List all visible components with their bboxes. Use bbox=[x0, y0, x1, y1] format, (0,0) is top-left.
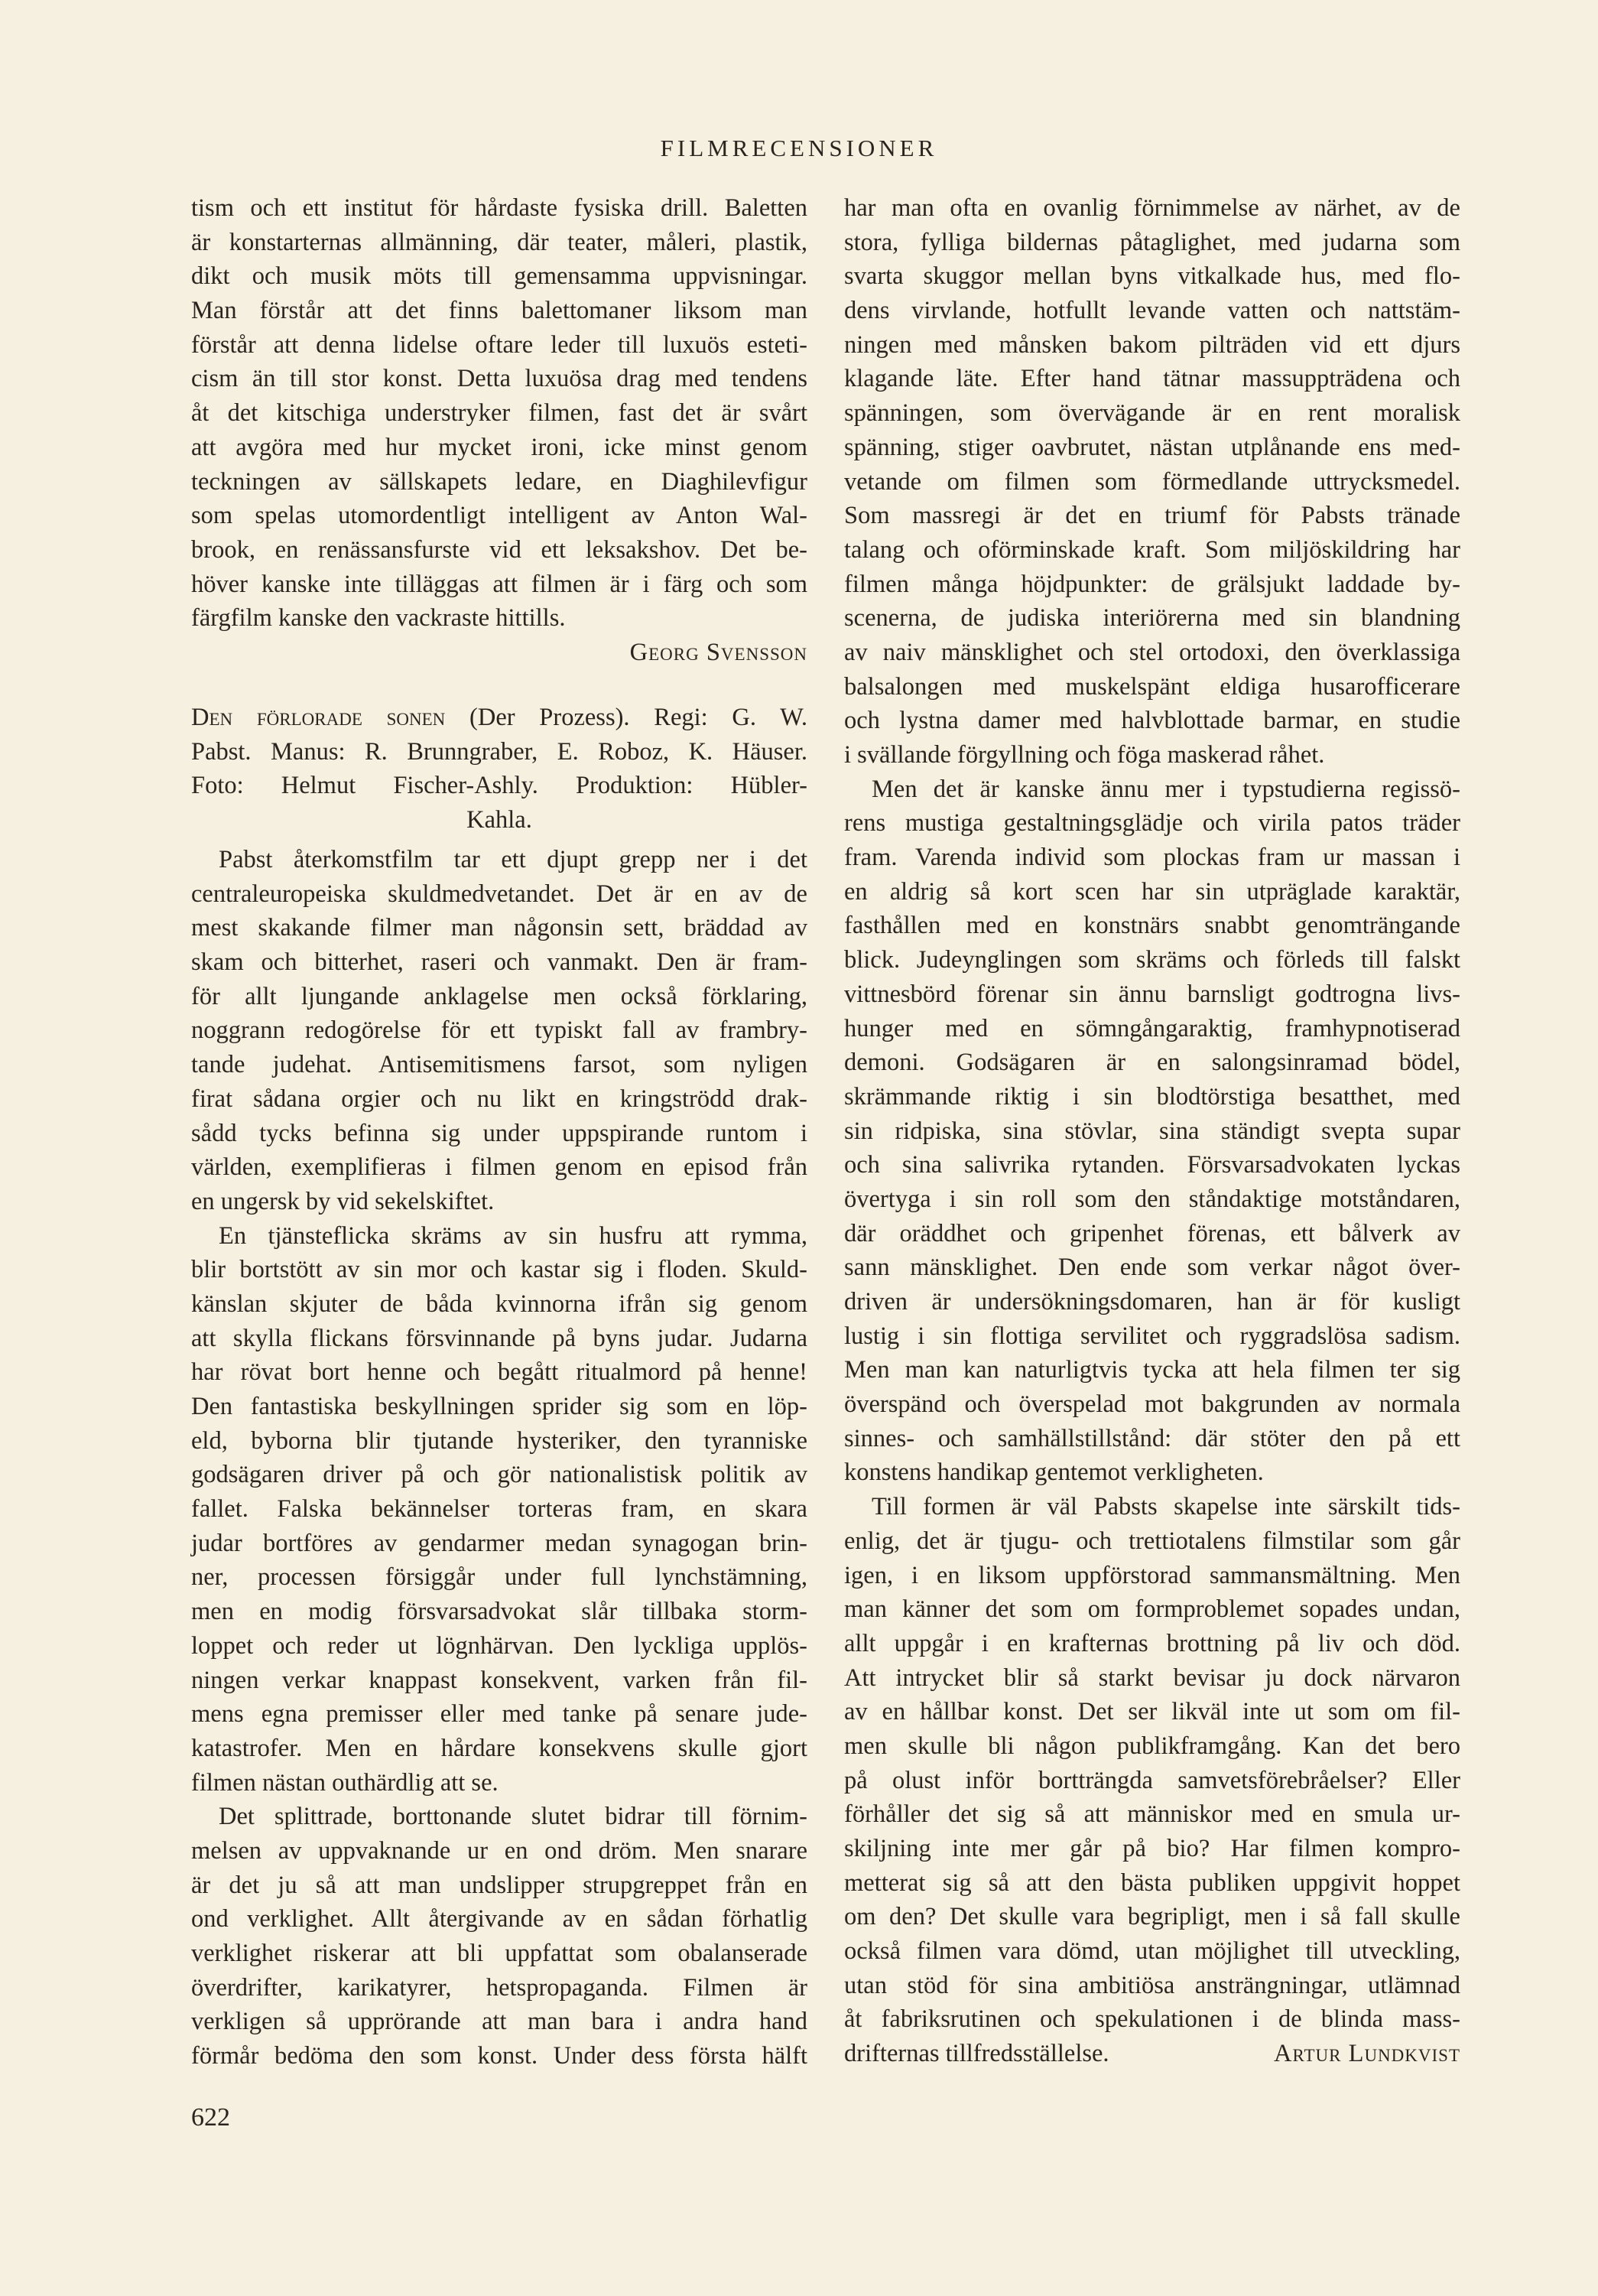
text-line: godsägaren driver på och gör nationalistisk politik av bbox=[191, 1461, 807, 1489]
text-line: Pabst återkomstfilm tar ett djupt grepp ner i det bbox=[219, 846, 807, 873]
text-line: driven är undersökningsdomaren, han är för kusligt bbox=[844, 1288, 1460, 1315]
text-line: sådd tycks befinna sig under uppspirande runtom i bbox=[191, 1119, 807, 1147]
text-line: men skulle bli någon publikframgång. Kan det bero bbox=[844, 1732, 1460, 1760]
text-line: talang och oförminskade kraft. Som miljöskildring har bbox=[844, 535, 1460, 564]
paragraph bbox=[191, 1219, 807, 1800]
text-line: blick. Judeynglingen som skräms och förleds till falskt bbox=[844, 946, 1460, 974]
text-line: världen, exemplifieras i filmen genom en episod från bbox=[191, 1153, 807, 1182]
text-line: Som massregi är det en triumf för Pabsts tränade bbox=[844, 502, 1460, 530]
text-line: mens egna premisser eller med tanke på senare jude- bbox=[191, 1700, 807, 1729]
review1-signature: Georg Svensson bbox=[629, 638, 807, 666]
film-title: Den förlorade sonen bbox=[191, 704, 446, 731]
text-line: ningen med månsken bakom pilträden vid ett djurs bbox=[844, 330, 1460, 359]
text-line: ner, processen försiggår under full lynchstämning, bbox=[191, 1563, 807, 1592]
text-line: svarta skuggor mellan byns vitkalkade hus, med flo- bbox=[844, 262, 1460, 291]
text-line: cism än till stor konst. Detta luxuösa drag med tendens bbox=[191, 365, 807, 393]
text-line: demoni. Godsägaren är en salongsinramad bödel, bbox=[844, 1049, 1460, 1077]
page-number: 622 bbox=[191, 2103, 230, 2132]
text-line: verkligen så upprörande att man bara i andra hand bbox=[191, 2008, 807, 2036]
text-line: vetande om filmen som förmedlande uttrycksmedel. bbox=[844, 467, 1460, 496]
text-line: utan stöd för sina ambitiösa ansträngningar, utlämnad bbox=[844, 1971, 1460, 1999]
credits-line: Pabst. Manus: R. Brunngraber, E. Roboz, K. Häuser. bbox=[191, 737, 807, 766]
text-line: att avgöra med hur mycket ironi, icke minst genom bbox=[191, 433, 807, 461]
text-line: fasthållen med en konstnärs snabbt genomträngande bbox=[844, 912, 1460, 940]
text-line: metterat sig så att den bästa publiken uppgivit hoppet bbox=[844, 1868, 1460, 1897]
text-line: är konstarternas allmänning, där teater, måleri, plastik, bbox=[191, 228, 807, 256]
text-line: fallet. Falska bekännelser torteras fram, en skara bbox=[191, 1495, 807, 1524]
text-line: förstår att denna lidelse oftare leder till luxuös esteti- bbox=[191, 330, 807, 359]
text-line: allt uppgår i en krafternas brottning på liv och död. bbox=[844, 1629, 1460, 1657]
text-line: centraleuropeiska skuldmedvetandet. Det är en av de bbox=[191, 880, 807, 908]
text-line: En tjänsteflicka skräms av sin husfru att rymma, bbox=[219, 1221, 807, 1250]
text-line: att skylla flickans försvinnande på byns judar. Judarna bbox=[191, 1324, 807, 1352]
text-line: en ungersk by vid sekelskiftet. bbox=[191, 1187, 495, 1215]
text-line: där oräddhet och gripenhet förenas, ett bålverk av bbox=[844, 1219, 1460, 1247]
text-line: färgfilm kanske den vackraste hittills. bbox=[191, 604, 566, 633]
paragraph bbox=[844, 1490, 1460, 2037]
text-line: blir bortstött av sin mor och kastar sig i floden. Skuld- bbox=[191, 1256, 807, 1284]
text-line: Det splittrade, borttonande slutet bidrar till förnim- bbox=[219, 1803, 807, 1831]
text-line: Men det är kanske ännu mer i typstudierna regissö- bbox=[872, 775, 1460, 803]
text-line: dens virvlande, hotfullt levande vatten och nattstäm- bbox=[844, 297, 1460, 325]
text-line: dikt och musik möts till gemensamma uppvisningar. bbox=[191, 262, 807, 291]
text-line: känslan skjuter de båda kvinnorna ifrån sig genom bbox=[191, 1289, 807, 1318]
text-line: sin ridpiska, sina stövlar, sina ständigt svepta supar bbox=[844, 1117, 1460, 1145]
text-line: stora, fylliga bildernas påtaglighet, med judarna som bbox=[844, 228, 1460, 256]
text-line: eld, byborna blir tjutande hysteriker, den tyranniske bbox=[191, 1426, 807, 1455]
text-line: firat sådana orgier och nu likt en kringströdd drak- bbox=[191, 1085, 807, 1113]
text-line: enlig, det är tjugu- och trettiotalens filmstilar som går bbox=[844, 1527, 1460, 1555]
text-line: för allt ljungande anklagelse men också förklaring, bbox=[191, 982, 807, 1010]
text-line: balsalongen med muskelspänt eldiga husarofficerare bbox=[844, 672, 1460, 701]
text-line: sinnes- och samhällstillstånd: där stöter den på ett bbox=[844, 1424, 1460, 1452]
text-line: Att intrycket blir så starkt bevisar ju dock närvaron bbox=[844, 1663, 1460, 1692]
text-line: lustig i sin flottiga servilitet och ryggradslösa sadism. bbox=[844, 1322, 1460, 1350]
text-line: övertyga i sin roll som den ståndaktige motståndaren, bbox=[844, 1185, 1460, 1213]
paragraph bbox=[844, 772, 1460, 1490]
text-line: Till formen är väl Pabsts skapelse inte särskilt tids- bbox=[872, 1493, 1460, 1521]
review2-right-column bbox=[844, 191, 1460, 2071]
text-line: överdrifter, karikatyrer, hetspropaganda. Filmen är bbox=[191, 1973, 807, 2002]
text-line: Den fantastiska beskyllningen sprider sig som en löp- bbox=[191, 1393, 807, 1420]
text-line: av en hållbar konst. Det ser likväl inte ut som om fil- bbox=[844, 1698, 1460, 1726]
text-line: konstens handikap gentemot verkligheten. bbox=[844, 1459, 1264, 1487]
text-line: verklighet riskerar att bli uppfattat som obalanserade bbox=[191, 1940, 807, 1967]
text-line: judar bortföres av gendarmer medan synagogan brin- bbox=[191, 1529, 807, 1557]
text-line: skam och bitterhet, raseri och vanmakt. Den är fram- bbox=[191, 948, 807, 977]
text-line: har man ofta en ovanlig förnimmelse av närhet, av de bbox=[844, 194, 1460, 222]
review2-credits bbox=[191, 701, 807, 837]
text-line: åt det kitschiga understryker filmen, fast det är svårt bbox=[191, 399, 807, 428]
text-line: tande judehat. Antisemitismens farsot, som nyligen bbox=[191, 1051, 807, 1079]
review2-signature: Artur Lundkvist bbox=[1274, 2040, 1460, 2068]
text-line: ningen verkar knappast konsekvent, varken från fil- bbox=[191, 1666, 807, 1694]
paragraph bbox=[844, 191, 1460, 772]
text-line: hunger med en sömngångaraktig, framhypnotiserad bbox=[844, 1014, 1460, 1042]
credits-line: Kahla. bbox=[466, 806, 532, 834]
text-line: fram. Varenda individ som plockas fram ur massan i bbox=[844, 844, 1460, 872]
text-line: har rövat bort henne och begått ritualmord på henne! bbox=[191, 1358, 807, 1387]
review1-text bbox=[191, 191, 807, 670]
text-line: förhåller det sig så att människor med en smula ur- bbox=[844, 1800, 1460, 1829]
text-line: om den? Det skulle vara begripligt, men i så fall skulle bbox=[844, 1903, 1460, 1931]
running-header: FILMRECENSIONER bbox=[660, 135, 938, 161]
text-line: är det ju så att man undslipper strupgreppet från en bbox=[191, 1871, 807, 1899]
text-line: på olust inför bortträngda samvetsförebråelser? Eller bbox=[844, 1766, 1460, 1794]
text-line: skrämmande riktig i sin blodtörstiga besatthet, med bbox=[844, 1082, 1460, 1111]
text-line: och sina salivrika rytanden. Försvarsadvokaten lyckas bbox=[844, 1151, 1460, 1179]
text-line: som spelas utomordentligt intelligent av Anton Wal- bbox=[191, 502, 807, 530]
text-line: åt fabriksrutinen och spekulationen i de blinda mass- bbox=[844, 2005, 1460, 2034]
text-line: en aldrig så kort scen har sin utpräglade karaktär, bbox=[844, 877, 1460, 906]
text-line: överspänd och överspelad mot bakgrunden av normala bbox=[844, 1390, 1460, 1419]
text-line: scenerna, de judiska interiörerna med sin blandning bbox=[844, 604, 1460, 633]
text-line: man känner det som om formproblemet sopades undan, bbox=[844, 1595, 1460, 1624]
text-line: av naiv mänsklighet och stel ortodoxi, den överklassiga bbox=[844, 638, 1460, 666]
text-line: ond verklighet. Allt återgivande av en sådan förhatlig bbox=[191, 1905, 807, 1933]
text-line: spänningen, som övervägande är en rent moralisk bbox=[844, 399, 1460, 428]
text-line: igen, i en liksom uppförstorad sammansmältning. Men bbox=[844, 1561, 1460, 1589]
credits-line: Den förlorade sonen (Der Prozess). Regi: G. W. bbox=[191, 704, 807, 731]
text-line: i svällande förgyllning och föga maskerad råhet. bbox=[844, 741, 1325, 769]
text-line: höver kanske inte tilläggas att filmen är i färg och som bbox=[191, 570, 807, 598]
paragraph bbox=[191, 1800, 807, 2073]
text-line: katastrofer. Men en hårdare konsekvens skulle gjort bbox=[191, 1734, 807, 1762]
paragraph bbox=[191, 843, 807, 1219]
text-line: mest skakande filmer man någonsin sett, bräddad av bbox=[191, 914, 807, 942]
text-line: men en modig försvarsadvokat slår tillbaka storm- bbox=[191, 1598, 807, 1626]
credits-line: Foto: Helmut Fischer-Ashly. Produktion: Hübler- bbox=[191, 772, 807, 800]
text-line: också filmen vara dömd, utan möjlighet till utveckling, bbox=[844, 1937, 1460, 1966]
text-line: spänning, stiger oavbrutet, nästan utplånande ens med- bbox=[844, 433, 1460, 461]
text-line: loppet och reder ut lögnhärvan. Den lyckliga upplös- bbox=[191, 1631, 807, 1660]
text-line: sann mänsklighet. Den ende som verkar något över- bbox=[844, 1254, 1460, 1282]
text-line: förmår bedöma den som konst. Under dess första hälft bbox=[191, 2042, 807, 2070]
text-line: vittnesbörd förenar sin ännu barnsligt godtrogna livs- bbox=[844, 980, 1460, 1008]
text-line: melsen av uppvaknande ur en ond dröm. Men snarare bbox=[191, 1836, 807, 1865]
text-line: rens mustiga gestaltningsglädje och virila patos träder bbox=[844, 809, 1460, 837]
text-line: och lystna damer med halvblottade barmar, en studie bbox=[844, 707, 1460, 735]
text-line: Man förstår att det finns balettomaner liksom man bbox=[191, 297, 807, 325]
text-line: klagande läte. Efter hand tätnar massuppträdena och bbox=[844, 365, 1460, 393]
text-line: skiljning inte mer går på bio? Har filmen kompro- bbox=[844, 1835, 1460, 1862]
review2-left-column bbox=[191, 843, 807, 2073]
text-line: noggrann redogörelse för ett typiskt fall av frambry- bbox=[191, 1016, 807, 1045]
text-line: filmen nästan outhärdlig att se. bbox=[191, 1768, 499, 1797]
text-line: tism och ett institut för hårdaste fysiska drill. Baletten bbox=[191, 194, 807, 222]
text-line: Men man kan naturligtvis tycka att hela filmen ter sig bbox=[844, 1356, 1460, 1384]
text-line: teckningen av sällskapets ledare, en Diaghilevfigur bbox=[191, 467, 807, 496]
review2-final-line: drifternas tillfredsställelse. Artur Lundkvist bbox=[844, 2037, 1460, 2071]
text-line: brook, en renässansfurste vid ett leksakshov. Det be- bbox=[191, 535, 807, 564]
text-line: filmen många höjdpunkter: de grälsjukt laddade by- bbox=[844, 570, 1460, 598]
